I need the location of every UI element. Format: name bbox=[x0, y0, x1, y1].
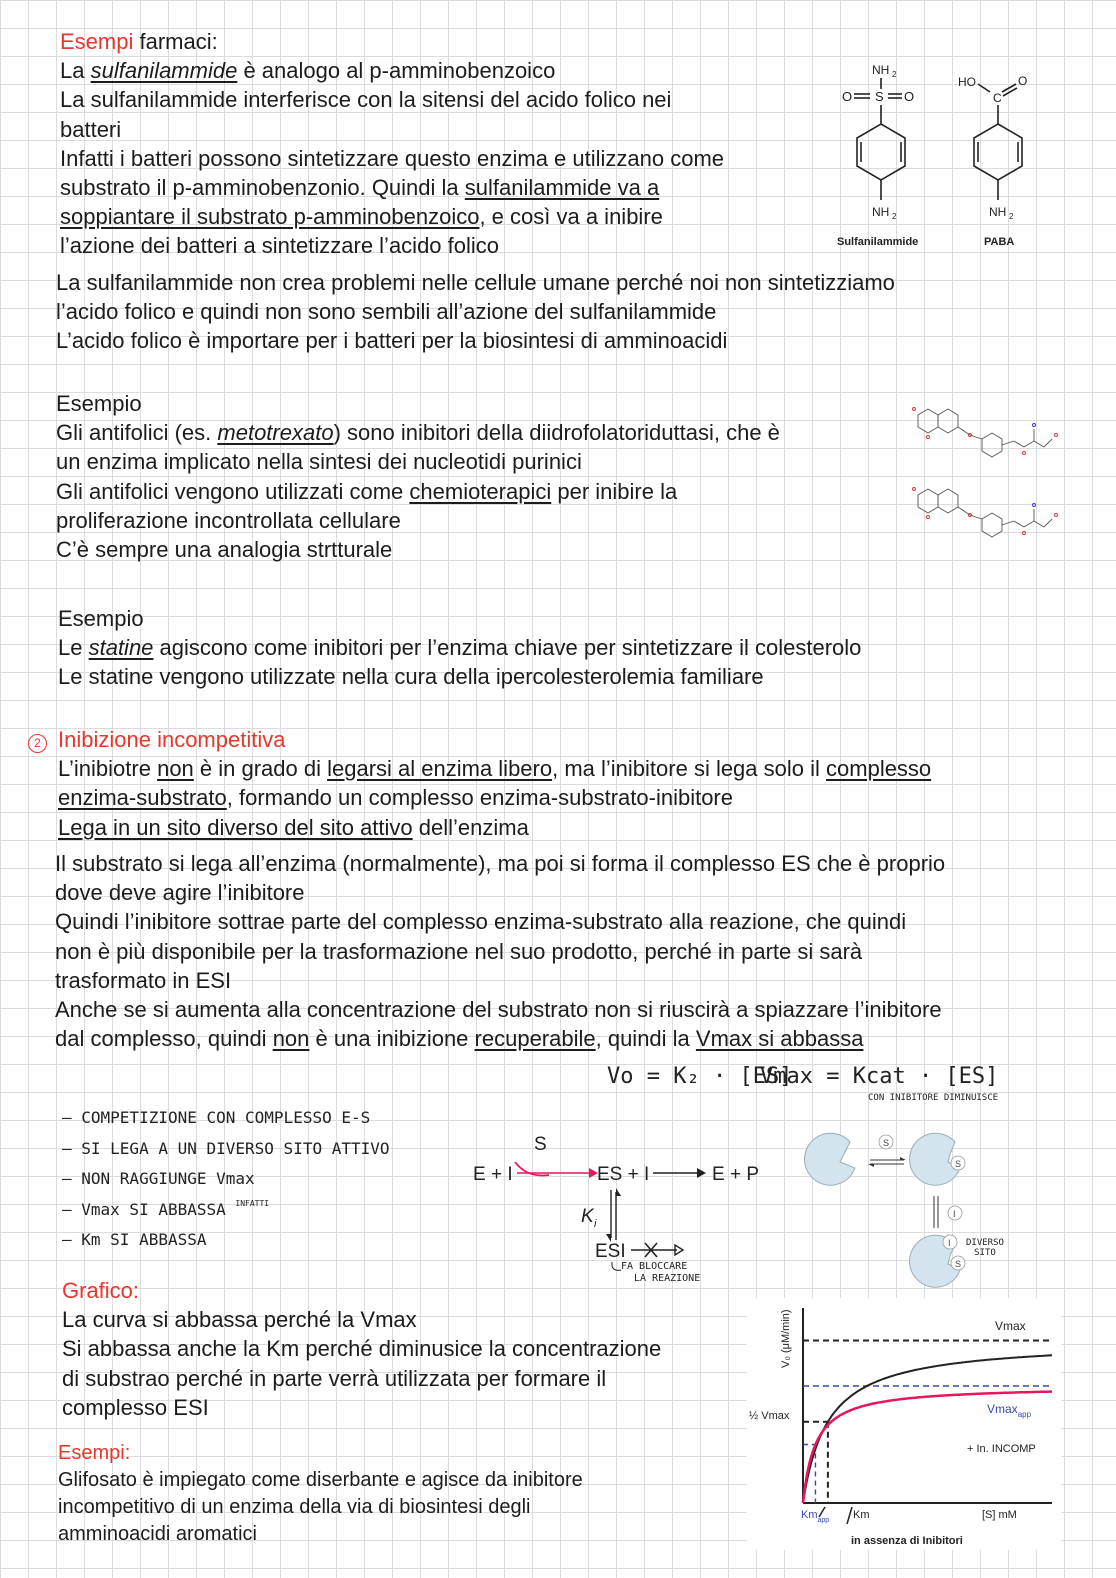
scheme-note-arrow bbox=[612, 1262, 621, 1270]
sec1-heading-rest: farmaci: bbox=[133, 29, 218, 54]
sec4-l2-underlined: enzima-substrato bbox=[58, 785, 227, 811]
sec4-p7-e: , quindi la bbox=[595, 1026, 696, 1052]
sec4-l1-e: , ma l’inibitore si lega solo il bbox=[552, 756, 827, 782]
sec4-l1-a: L’inibiotre bbox=[58, 756, 158, 782]
sec2-line5: C’è sempre una analogia strtturale bbox=[56, 537, 393, 563]
sec4-p7-f: Vmax si abbassa bbox=[695, 1026, 864, 1052]
chem-s: S bbox=[875, 89, 884, 104]
sec4-line2 bbox=[58, 783, 931, 812]
sec1-line4: Infatti i batteri possono sintetizzare questo enzima e utilizzano come bbox=[60, 145, 725, 171]
chem-nh2-bottom: NH bbox=[872, 205, 890, 219]
sec2-l1-underlined: metotrexato bbox=[217, 420, 334, 446]
chem-o-right: O bbox=[904, 89, 915, 104]
sec1-l1-post: è analogo al p-amminobenzoico bbox=[237, 58, 556, 84]
scheme-ki: K bbox=[581, 1206, 594, 1227]
chem-sub2-top: 2 bbox=[892, 70, 897, 79]
sec4-p7-a: dal complesso, quindi bbox=[55, 1026, 273, 1052]
hand-bullet-5: – Km SI ABBASSA bbox=[62, 1230, 207, 1249]
methotrexate-structure bbox=[913, 488, 1058, 538]
sec2-heading: Esempio bbox=[56, 391, 142, 416]
sec1-line2: La sulfanilammide interferisce con la sitensi del acido folico nei bbox=[60, 87, 672, 113]
sec1-l5-pre: substrato il p-amminobenzonio. Quindi la bbox=[60, 175, 465, 201]
sec1-line6 bbox=[60, 202, 724, 231]
sec1-p3: L’acido folico è importare per i batteri per la biosintesi di amminoacidi bbox=[56, 328, 728, 354]
sec4-l1-b: non bbox=[157, 756, 194, 782]
sec1-heading bbox=[60, 27, 724, 56]
sec5-heading: Grafico: bbox=[62, 1278, 140, 1303]
folate-structure bbox=[913, 408, 1058, 458]
sec2-line1 bbox=[56, 418, 780, 447]
sec2-line4: proliferazione incontrollata cellulare bbox=[56, 507, 401, 533]
sec4-paragraph bbox=[55, 849, 945, 1053]
esi-note-line1: FA BLOCCARE bbox=[621, 1261, 688, 1272]
chart-caption: in assenza di Inibitori bbox=[851, 1535, 963, 1547]
esi-inhibitor-label: I bbox=[948, 1238, 951, 1248]
sec2-l1-post: ) sono inibitori della diidrofolatoriduttasi, che è bbox=[333, 420, 780, 446]
sec5-examples-heading: Esempi: bbox=[58, 1442, 131, 1464]
scheme-esi: ESI bbox=[595, 1241, 626, 1262]
hand-bullet-1: – COMPETIZIONE CON COMPLESSO E-S bbox=[62, 1108, 371, 1127]
sec5-line4: complesso ESI bbox=[62, 1394, 209, 1420]
sec2-l1-pre: Gli antifolici (es. bbox=[56, 420, 218, 446]
label-incomp: + In. INCOMP bbox=[967, 1443, 1036, 1455]
sulfanilamide-structure bbox=[837, 63, 918, 248]
hand-bullet-2: – SI LEGA A UN DIVERSO SITO ATTIVO bbox=[62, 1138, 390, 1158]
diverso-line1: DIVERSO bbox=[966, 1238, 1004, 1248]
sec1-l1-pre: La bbox=[60, 58, 91, 84]
sec4-p7-b: non bbox=[272, 1026, 310, 1052]
scheme-es-i: ES + I bbox=[597, 1164, 650, 1185]
sec4-p5: trasformato in ESI bbox=[55, 967, 232, 993]
label-km-app bbox=[801, 1509, 829, 1524]
sec2-l3-pre: Gli antifolici vengono utilizzati come bbox=[56, 478, 410, 504]
sec1-line5 bbox=[60, 173, 724, 202]
sec4-line3 bbox=[58, 813, 931, 842]
chem-o-left: O bbox=[842, 89, 853, 104]
sec4-heading: Inibizione incompetitiva bbox=[58, 727, 286, 752]
reaction-scheme bbox=[465, 1130, 775, 1290]
diverso-sito-note bbox=[966, 1238, 1004, 1258]
es-substrate-label: S bbox=[955, 1159, 962, 1169]
esi-substrate-label: S bbox=[955, 1259, 962, 1269]
sec3-line1 bbox=[58, 633, 861, 662]
hand-bullets bbox=[62, 1103, 390, 1256]
sec5-line1: La curva si abbassa perché la Vmax bbox=[62, 1307, 417, 1333]
hand-bullet-3: – NON RAGGIUNGE Vmax bbox=[62, 1169, 255, 1188]
sec2-line3 bbox=[56, 477, 780, 506]
scheme-s: S bbox=[534, 1134, 547, 1155]
sec3-l1-pre: Le bbox=[58, 635, 89, 661]
chem-ho: HO bbox=[958, 75, 976, 89]
antifolate-structures bbox=[898, 395, 1078, 555]
scheme-arrow-2-head bbox=[697, 1168, 706, 1178]
inhibitor-symbol-label: I bbox=[953, 1209, 956, 1219]
sec4-p7-c: è una inibizione bbox=[309, 1026, 475, 1052]
sec4-line1 bbox=[58, 754, 931, 783]
sec2-block bbox=[56, 389, 780, 564]
hand-bullet-4-note: INFATTI bbox=[235, 1198, 270, 1208]
sec1-line1 bbox=[60, 56, 724, 85]
sec4-p1: Il substrato si lega all’enzima (normalmente), ma poi si forma il complesso ES che è proprio bbox=[55, 851, 946, 876]
hand-bullet-4-text: – Vmax SI ABBASSA bbox=[62, 1199, 226, 1219]
sec1-l6-post: , e così va a inibire bbox=[479, 204, 663, 230]
sec4-p6: Anche se si aumenta alla concentrazione del substrato non si riuscirà a spiazzare l’inibitore bbox=[55, 997, 942, 1023]
diverso-line2: SITO bbox=[974, 1248, 996, 1258]
sec5-block bbox=[62, 1276, 661, 1422]
sec1-line7: l’azione dei batteri a sintetizzare l’acido folico bbox=[60, 233, 500, 259]
label-vmax-app-main: Vmax bbox=[987, 1402, 1018, 1416]
substrate-symbol-label: S bbox=[883, 1138, 890, 1148]
chem-sub2-paba: 2 bbox=[1009, 212, 1014, 221]
chem-label-sulfa: Sulfanilammide bbox=[837, 236, 919, 248]
sec4-p4: non è più disponibile per la trasformazione nel suo prodotto, perché in parte si sarà bbox=[55, 938, 863, 964]
chem-nh2-top: NH bbox=[872, 63, 890, 77]
sec3-l1-post: agiscono come inibitori per l’enzima chiave per sintetizzare il colesterolo bbox=[153, 635, 862, 661]
scheme-eq-up-head bbox=[616, 1188, 621, 1196]
scheme-e-p: E + P bbox=[712, 1164, 759, 1185]
sec3-block bbox=[58, 604, 861, 692]
x-axis-label: [S] mM bbox=[982, 1509, 1017, 1521]
chem-o-paba: O bbox=[1018, 74, 1028, 88]
sec1-p1: La sulfanilammide non crea problemi nelle cellule umane perché noi non sintetizziamo bbox=[56, 270, 895, 295]
sec4-p7-d: recuperabile bbox=[474, 1026, 596, 1052]
sec4-l3-post: dell’enzima bbox=[412, 814, 529, 840]
half-vmax-tick: ½ Vmax bbox=[749, 1410, 790, 1422]
scheme-ki-sub: i bbox=[594, 1218, 597, 1230]
hand-formula-1: Vo = K₂ · [ES] bbox=[607, 1064, 793, 1089]
sec4-l2-post: , formando un complesso enzima-substrato-inibitore bbox=[226, 785, 733, 811]
chem-structures bbox=[830, 52, 1070, 257]
sec5-example-line2: incompetitivo di un enzima della via di biosintesi degli bbox=[58, 1496, 531, 1518]
sec4-p7 bbox=[55, 1024, 945, 1053]
mm-chart bbox=[747, 1298, 1061, 1550]
label-km-app-main: Km bbox=[801, 1509, 818, 1521]
curve-no-inhibitor bbox=[803, 1355, 1052, 1503]
sec3-l1-underlined: statine bbox=[88, 635, 154, 661]
chem-label-paba: PABA bbox=[984, 236, 1015, 248]
sec1-l5-underlined: sulfanilammide va a bbox=[464, 175, 660, 201]
sec5-examples bbox=[58, 1440, 583, 1548]
hand-formula-2: Vmax = Kcat · [ES] bbox=[760, 1064, 999, 1089]
label-vmax-app-sub: app bbox=[1017, 1410, 1032, 1419]
sec5-example-line3: amminoacidi aromatici bbox=[58, 1523, 257, 1545]
sec5-line3: di substrao perché in parte verrà utilizzata per formare il bbox=[62, 1365, 607, 1391]
sec2-line2: un enzima implicato nella sintesi dei nucleotidi purinici bbox=[56, 449, 582, 475]
sec3-line2: Le statine vengono utilizzate nella cura della ipercolesterolemia familiare bbox=[58, 664, 764, 690]
chem-nh2-paba: NH bbox=[989, 205, 1007, 219]
eq-arrow-top-head bbox=[900, 1157, 906, 1160]
label-km: Km bbox=[853, 1509, 870, 1521]
esi-note-line2: LA REAZIONE bbox=[634, 1273, 701, 1284]
sec2-l3-underlined: chemioterapici bbox=[409, 478, 552, 504]
sec5-example-line1: Glifosato è impiegato come diserbante e agisce da inibitore bbox=[58, 1469, 583, 1491]
sec1-heading-red: Esempi bbox=[60, 29, 134, 54]
label-km-app-sub: app bbox=[817, 1517, 830, 1524]
sec1-paragraph bbox=[56, 268, 895, 356]
sec4-l3-underlined: Lega in un sito diverso del sito attivo bbox=[58, 814, 413, 840]
sec4-p2: dove deve agire l’inibitore bbox=[55, 880, 305, 906]
chem-sub2-bottom: 2 bbox=[892, 212, 897, 221]
scheme-e-i: E + I bbox=[473, 1164, 513, 1185]
enzyme-cartoon bbox=[800, 1128, 1010, 1288]
sec4-l1-f: complesso bbox=[826, 756, 932, 782]
sec4-l1-c: è in grado di bbox=[193, 756, 328, 782]
sec4-number-badge: 2 bbox=[28, 734, 47, 753]
sec4-p3: Quindi l’inibitore sottrae parte del complesso enzima-substrato alla reazione, che quindi bbox=[55, 909, 907, 935]
label-vmax: Vmax bbox=[995, 1319, 1026, 1333]
sec5-line2: Si abbassa anche la Km perché diminusice la concentrazione bbox=[62, 1336, 662, 1362]
hand-formula-note: CON INIBITORE DIMINUISCE bbox=[868, 1093, 999, 1103]
sec2-l3-post: per inibire la bbox=[551, 478, 678, 504]
sec4-block bbox=[58, 725, 931, 842]
chem-c: C bbox=[993, 91, 1002, 105]
sec3-heading: Esempio bbox=[58, 606, 144, 631]
eq-arrow-bottom-head bbox=[868, 1164, 874, 1167]
sec1-l1-underlined: sulfanilammide bbox=[90, 58, 238, 84]
km-app-pointer bbox=[819, 1507, 825, 1517]
km-pointer bbox=[847, 1507, 852, 1524]
hand-bullet-4 bbox=[62, 1195, 390, 1226]
sec1-line3: batteri bbox=[60, 116, 122, 142]
y-axis-label: V₀ (μM/min) bbox=[780, 1309, 792, 1368]
sec1-p2: l’acido folico e quindi non sono sembili all’azione del sulfanilammide bbox=[56, 299, 717, 325]
enzyme-free bbox=[805, 1133, 855, 1185]
sec1-l6-underlined: soppiantare il substrato p-amminobenzoico bbox=[60, 204, 480, 230]
sec1-block bbox=[60, 27, 724, 261]
label-vmax-app bbox=[987, 1402, 1032, 1419]
paba-structure bbox=[958, 74, 1027, 248]
sec4-l1-d: legarsi al enzima libero bbox=[327, 756, 553, 782]
